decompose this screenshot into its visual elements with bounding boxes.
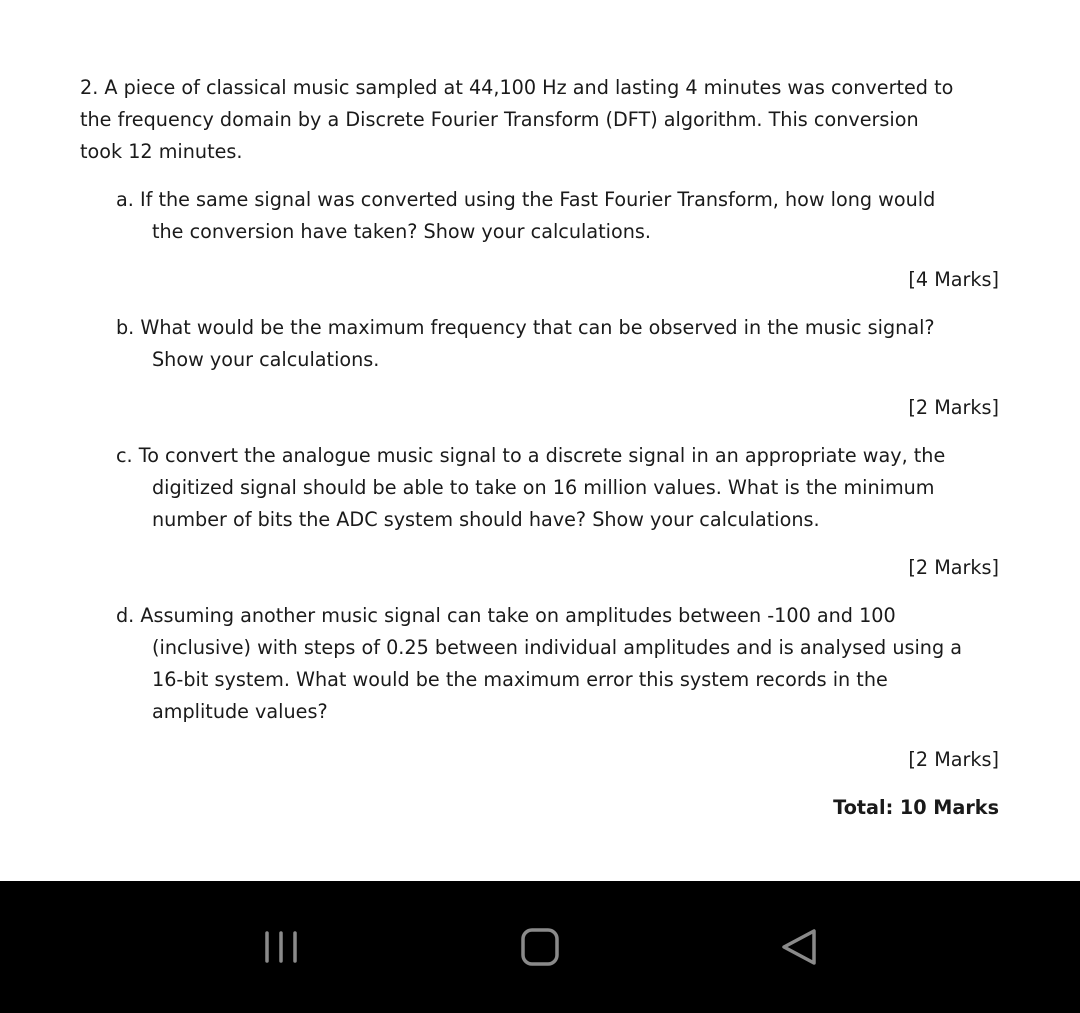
part-b-line: Show your calculations. <box>152 348 380 371</box>
part-d-line: amplitude values? <box>152 700 328 723</box>
part-c-line: digitized signal should be able to take on 16 million values. What is the minimum <box>152 476 935 499</box>
part-d-line: (inclusive) with steps of 0.25 between individual amplitudes and is analysed using a <box>152 636 963 659</box>
part-c-line: c. To convert the analogue music signal to a discrete signal in an appropriate way, the <box>116 444 946 467</box>
part-b-line: b. What would be the maximum frequency that can be observed in the music signal? <box>116 316 935 339</box>
part-b-marks: [2 Marks] <box>908 396 999 419</box>
back-button[interactable] <box>762 911 834 983</box>
intro-line: 2. A piece of classical music sampled at 44,100 Hz and lasting 4 minutes was converted to <box>80 76 954 99</box>
intro-line: the frequency domain by a Discrete Fourier Transform (DFT) algorithm. This conversion <box>80 108 919 131</box>
recents-button[interactable] <box>245 911 317 983</box>
android-navigation-bar <box>0 881 1080 1013</box>
part-a-marks: [4 Marks] <box>908 268 999 291</box>
home-icon <box>504 911 576 983</box>
part-d-line: d. Assuming another music signal can take on amplitudes between -100 and 100 <box>116 604 896 627</box>
intro-line: took 12 minutes. <box>80 140 243 163</box>
part-a-line: a. If the same signal was converted using the Fast Fourier Transform, how long would <box>116 188 936 211</box>
part-d-line: 16-bit system. What would be the maximum error this system records in the <box>152 668 888 691</box>
part-a-line: the conversion have taken? Show your calculations. <box>152 220 651 243</box>
recents-icon <box>245 911 317 983</box>
question-intro <box>80 72 953 168</box>
back-icon <box>762 911 834 983</box>
part-d-marks: [2 Marks] <box>908 748 999 771</box>
part-c-line: number of bits the ADC system should have? Show your calculations. <box>152 508 820 531</box>
part-c-marks: [2 Marks] <box>908 556 999 579</box>
total-marks: Total: 10 Marks <box>833 796 999 819</box>
home-button[interactable] <box>504 911 576 983</box>
